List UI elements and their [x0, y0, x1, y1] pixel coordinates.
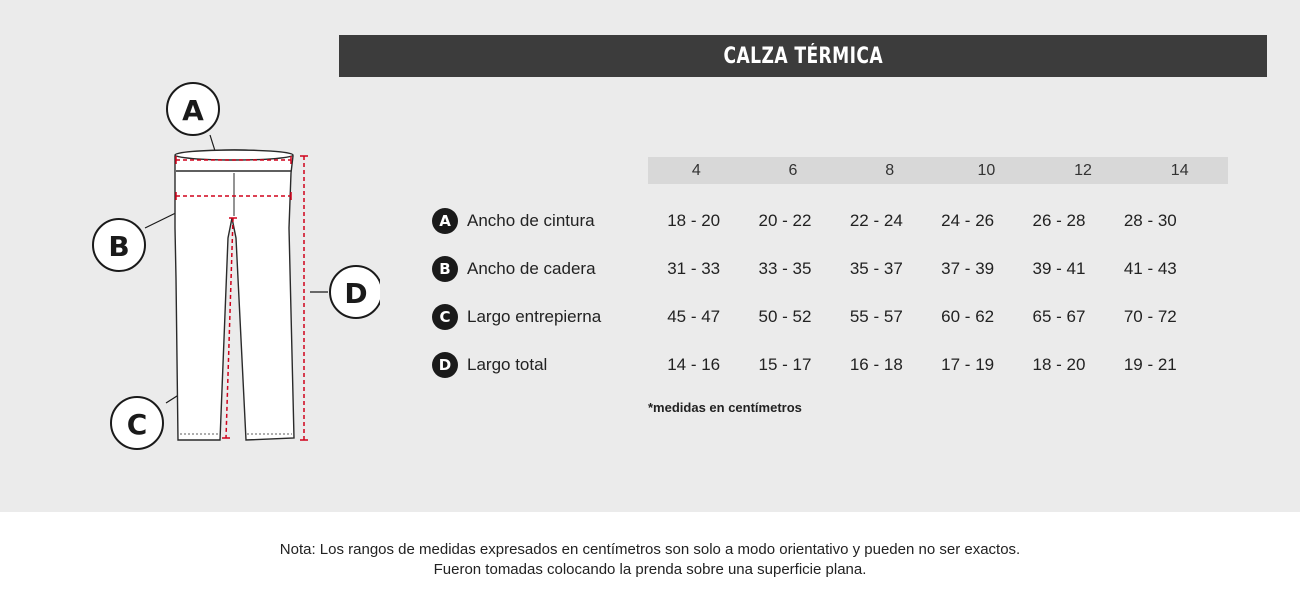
table-cell: 33 - 35: [758, 259, 812, 278]
table-cell: 65 - 67: [1032, 307, 1086, 326]
row-badge: B: [432, 256, 458, 282]
size-header-row: [648, 157, 1228, 184]
table-cell: 41 - 43: [1123, 259, 1177, 278]
size-header-cell: 4: [691, 162, 701, 179]
label-d-text: D: [344, 277, 368, 310]
table-row: [432, 352, 1232, 378]
table-row: [432, 256, 1232, 282]
size-header-cell: 6: [788, 162, 798, 179]
table-cell: 37 - 39: [941, 259, 995, 278]
table-cell: 19 - 21: [1123, 355, 1177, 374]
table-cell: 22 - 24: [849, 211, 903, 230]
row-label: Largo entrepierna: [467, 307, 602, 326]
unit-note: *medidas en centímetros: [648, 400, 802, 415]
label-c-text: C: [126, 408, 148, 441]
note-line-2: Fueron tomadas colocando la prenda sobre una superficie plana.: [433, 561, 867, 578]
size-header-cell: 12: [1074, 162, 1092, 179]
size-header-cell: 14: [1170, 162, 1189, 179]
table-cell: 45 - 47: [667, 307, 721, 326]
table-row: [432, 304, 1232, 330]
table-cell: 18 - 20: [667, 211, 721, 230]
row-label: Ancho de cintura: [467, 211, 595, 230]
leggings-outline: [175, 150, 294, 440]
table-cell: 20 - 22: [758, 211, 812, 230]
table-cell: 60 - 62: [941, 307, 995, 326]
table-cell: 16 - 18: [849, 355, 903, 374]
table-cell: 24 - 26: [941, 211, 995, 230]
diagram-label-a: [167, 83, 219, 154]
table-cell: 70 - 72: [1123, 307, 1177, 326]
diagram-label-d: [310, 266, 380, 318]
table-cell: 35 - 37: [849, 259, 903, 278]
size-header-cell: 8: [885, 162, 895, 179]
table-cell: 39 - 41: [1032, 259, 1086, 278]
table-cell: 31 - 33: [667, 259, 721, 278]
table-cell: 14 - 16: [667, 355, 721, 374]
table-cell: 26 - 28: [1032, 211, 1086, 230]
table-cell: 50 - 52: [758, 307, 812, 326]
label-b-text: B: [108, 230, 130, 263]
label-a-text: A: [182, 94, 204, 127]
note-line-1: Nota: Los rangos de medidas expresados en centímetros son solo a modo orientativo y pueden no ser exactos.: [279, 541, 1021, 558]
row-badge: C: [432, 304, 458, 330]
row-badge: A: [432, 208, 458, 234]
table-cell: 28 - 30: [1123, 211, 1177, 230]
leggings-diagram: [80, 78, 380, 468]
table-row: [432, 208, 1232, 234]
title-text: CALZA TÉRMICA: [723, 43, 883, 69]
row-badge: D: [432, 352, 458, 378]
row-label: Largo total: [467, 355, 548, 374]
size-header-cell: 10: [977, 162, 996, 179]
page-title: [339, 35, 1267, 77]
table-cell: 18 - 20: [1032, 355, 1086, 374]
row-label: Ancho de cadera: [467, 259, 596, 278]
table-cell: 15 - 17: [758, 355, 812, 374]
table-cell: 17 - 19: [941, 355, 995, 374]
disclaimer-note: [0, 540, 1300, 580]
table-cell: 55 - 57: [849, 307, 903, 326]
